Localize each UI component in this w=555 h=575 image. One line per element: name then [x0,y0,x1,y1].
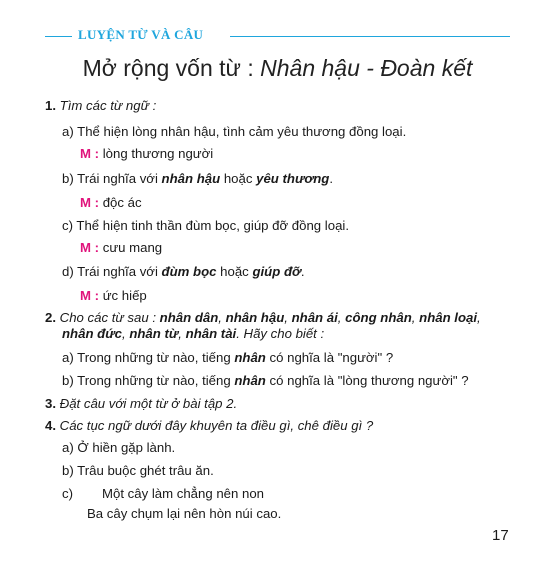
ex1-model-a [80,146,213,162]
ex1-model-b [80,195,142,211]
exercise-number: 4. [45,418,56,433]
word: nhân loại [419,310,478,325]
punctuation: . [329,171,334,186]
word: nhân từ [129,326,179,341]
item-text: b) Trái nghĩa với [62,171,158,186]
item-text: a) Trong những từ nào, tiếng [62,350,231,365]
keyword: đùm bọc [161,264,217,279]
title-prefix: Mở rộng vốn từ : [82,55,254,81]
ex4-item-b: b) Trâu buộc ghét trâu ăn. [62,463,214,478]
model-label: M : [80,288,100,303]
section-header [45,26,510,46]
item-text: b) Trong những từ nào, tiếng [62,373,231,388]
exercise-number: 3. [45,396,56,411]
word: nhân ái [291,310,338,325]
keyword: yêu thương [256,171,330,186]
model-value: lòng thương người [102,146,214,161]
exercise-2-prompt-cont [62,326,324,342]
exercise-4-prompt [45,418,373,434]
model-value: độc ác [102,195,142,210]
exercise-text: Hãy cho biết : [243,326,325,341]
separator: , [284,310,288,325]
ex4-item-c-line2: Ba cây chụm lại nên hòn núi cao. [87,506,282,521]
ex4-item-c-line1: Một cây làm chẳng nên non [102,486,265,501]
item-text: có nghĩa là "người" ? [269,350,394,365]
header-rule-right [230,36,510,37]
word: công nhân [345,310,412,325]
model-value: cưu mang [102,240,163,255]
separator: , [477,310,481,325]
model-label: M : [80,146,100,161]
separator: , [411,310,416,325]
ex4-item-a: a) Ở hiền gặp lành. [62,440,176,455]
item-text: d) Trái nghĩa với [62,264,158,279]
item-text: hoặc [220,264,249,279]
keyword: nhân [234,373,266,388]
separator: . [236,326,240,341]
ex1-item-c: c) Thể hiện tinh thần đùm bọc, giúp đỡ đồng loại. [62,218,349,233]
exercise-text: Đặt câu với một từ ở bài tập 2. [59,396,238,411]
exercise-text: Các tục ngữ dưới đây khuyên ta điều gì, chê điều gì ? [59,418,374,433]
ex2-item-b [62,373,469,389]
ex1-model-d [80,288,147,304]
model-label: M : [80,240,100,255]
ex1-model-c [80,240,162,256]
separator: , [337,310,342,325]
exercise-number: 1. [45,98,56,113]
model-label: M : [80,195,100,210]
punctuation: . [300,264,305,279]
word: nhân tài [185,326,237,341]
word: nhân hậu [225,310,285,325]
exercise-3-prompt [45,396,237,412]
exercise-2-prompt [45,310,481,326]
keyword: nhân hậu [161,171,221,186]
header-rule-left [45,36,72,37]
separator: , [121,326,126,341]
exercise-text: Cho các từ sau : [59,310,156,325]
ex1-item-d [62,264,305,280]
title-topic: Nhân hậu - Đoàn kết [260,55,473,81]
word: nhân đức [62,326,122,341]
separator: , [218,310,222,325]
model-value: ức hiếp [102,288,147,303]
section-label: LUYỆN TỪ VÀ CÂU [78,27,204,42]
item-text: hoặc [223,171,253,186]
item-text: có nghĩa là "lòng thương người" ? [269,373,469,388]
ex1-item-a: a) Thể hiện lòng nhân hậu, tình cảm yêu thương đồng loại. [62,124,407,139]
separator: , [178,326,182,341]
exercise-text: Tìm các từ ngữ : [59,98,157,113]
keyword: nhân [234,350,266,365]
ex2-item-a [62,350,393,366]
word: nhân dân [159,310,219,325]
page-number: 17 [492,527,509,544]
ex4-item-c-label: c) [62,486,73,501]
ex1-item-b [62,171,333,187]
exercise-1-prompt [45,98,156,114]
exercise-number: 2. [45,310,56,325]
keyword: giúp đỡ [252,264,301,279]
lesson-title [0,55,555,82]
